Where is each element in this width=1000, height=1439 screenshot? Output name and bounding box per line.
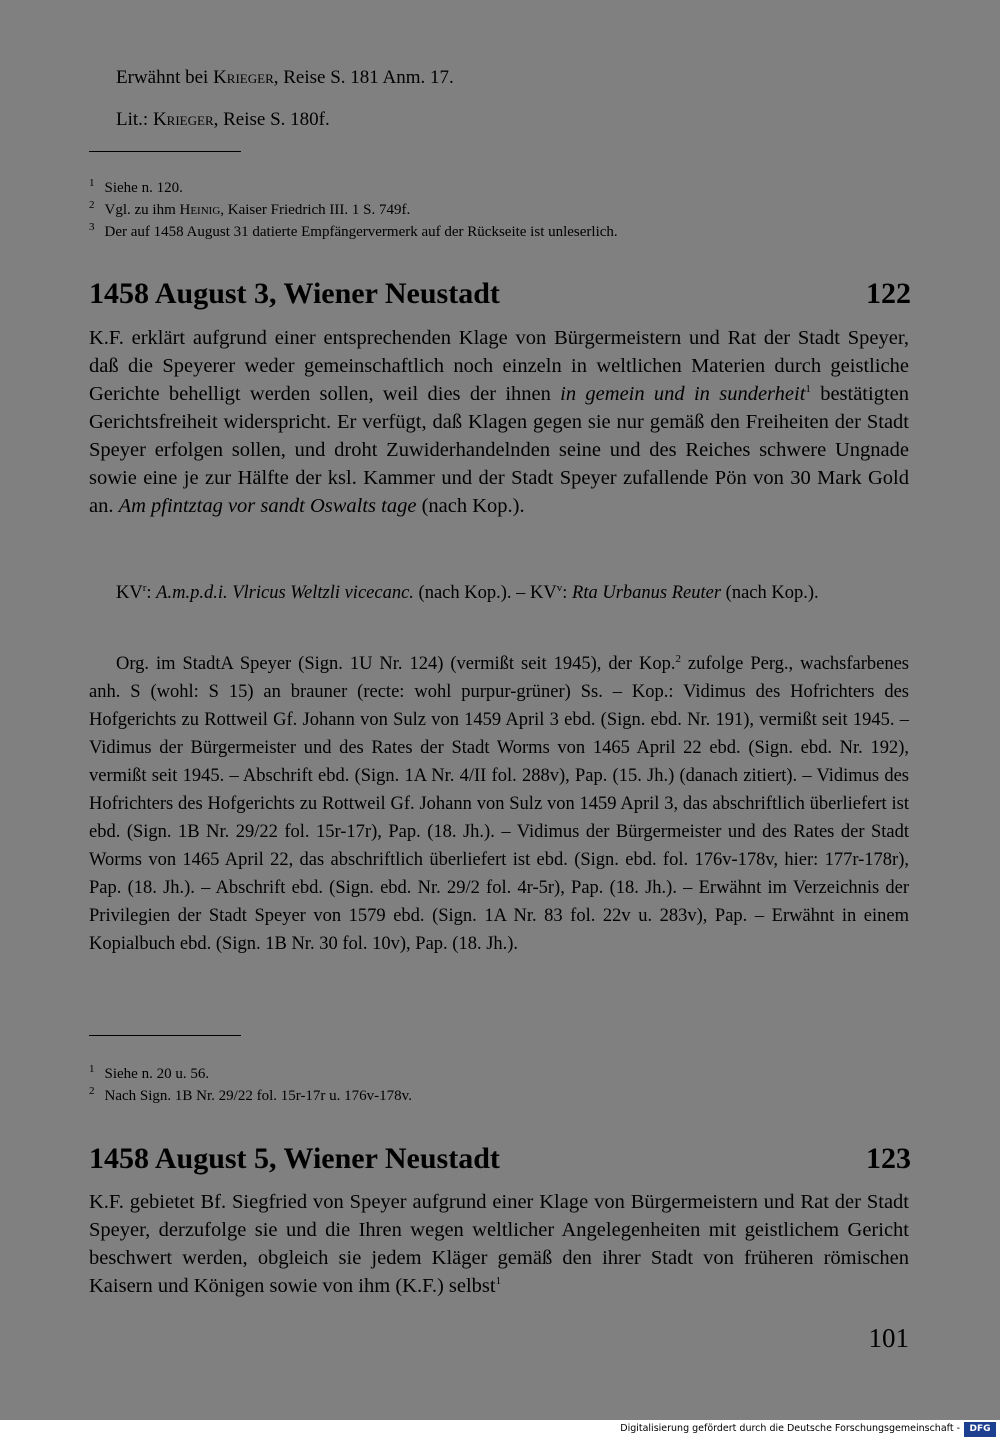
footnote-separator [89,151,241,152]
mention-line: Erwähnt bei Krieger, Reise S. 181 Anm. 17. [116,67,454,88]
funding-note: Digitalisierung gefördert durch die Deutsche Forschungsgemeinschaft - [620,1423,960,1434]
date-place: 1458 August 3, Wiener Neustadt [89,277,500,310]
chancery-notes: $KV^r$: A.m.p.d.i. Vlricus Weltzli vicecanc. (nach Kop.). – $KV^v$: Rta Urbanus Reuter (nach Kop.). [116,581,819,603]
dfg-logo: DFG [964,1422,996,1437]
date-place: 1458 August 5, Wiener Neustadt [89,1142,500,1175]
footnote: $^1$ Siehe n. 20 u. 56. [89,1063,210,1082]
regest-paragraph: K.F. erklärt aufgrund einer entsprechenden Klage von Bürgermeistern und Rat der Stadt Speyer, daß die Speyerer weder gemeinschaftlich noch einzeln in weltlichen Materien durch geistliche Gerichte behelligt werden sollen, weil dies der ihnen in gemein und in sunderheit$^1$ bestätigten Gerichtsfreiheit widerspricht. Er verfügt, daß Klagen gegen sie nur gemäß den Freiheiten der Stadt Speyer erfolgen sollen, und droht Zuwiderhandelnden seine und des Reiches schwere Ungnade sowie eine je zur Hälfte der ksl. Kammer und der Stadt Speyer zufallende Pön von 30 Mark Gold an. Am pfintztag vor sandt Oswalts tage (nach Kop.). [89,327,909,517]
document-heading [89,1141,911,1177]
footnote: $^2$ Vgl. zu ihm Heinig, Kaiser Friedrich III. 1 S. 749f. [89,199,411,218]
funding-footer [0,1420,1000,1439]
footnote-separator [89,1035,241,1036]
tradition-paragraph: Org. im StadtA Speyer (Sign. 1U Nr. 124) (vermißt seit 1945), der Kop.$^2$ zufolge Perg., wachsfarbenes anh. S (wohl: S 15) an brauner (recte: wohl purpur-grüner) Ss. – Kop.: Vidimus des Hofrichters des Hofgerichts zu Rottweil Gf. Johann von Sulz von 1459 April 3 ebd. (Sign. ebd. Nr. 191), vermißt seit 1945. – Vidimus der Bürgermeister und des Rates der Stadt Worms von 1465 April 22 ebd. (Sign. ebd. Nr. 192), vermißt seit 1945. – Abschrift ebd. (Sign. 1A Nr. 4/II fol. 288v), Pap. (15. Jh.) (danach zitiert). – Vidimus des Hofrichters des Hofgerichts zu Rottweil Gf. Johann von Sulz von 1459 April 3, das abschriftlich überliefert ist ebd. (Sign. 1B Nr. 29/22 fol. 15r-17r), Pap. (18. Jh.). – Vidimus der Bürgermeister und des Rates der Stadt Worms von 1465 April 22, das abschriftlich überliefert ist ebd. (Sign. ebd. fol. 176v-178v, hier: 177r-178r), Pap. (18. Jh.). – Abschrift ebd. (Sign. ebd. Nr. 29/2 fol. 4r-5r), Pap. (18. Jh.). – Erwähnt im Verzeichnis der Privilegien der Stadt Speyer von 1579 ebd. (Sign. 1A Nr. 83 fol. 22v u. 283v), Pap. – Erwähnt in einem Kopialbuch ebd. (Sign. 1B Nr. 30 fol. 10v), Pap. (18. Jh.). [89,652,910,954]
document-number: 123 [866,1142,911,1175]
document-heading [89,276,911,312]
document-number: 122 [866,277,911,310]
author-name: Krieger [152,109,214,130]
author-name: Krieger [213,67,274,88]
footnote: $^2$ Nach Sign. 1B Nr. 29/22 fol. 15r-17r u. 176v-178v. [89,1085,412,1104]
footnote: $^1$ Siehe n. 120. [89,177,183,196]
page-number: 101 [868,1323,909,1353]
footnote: $^3$ Der auf 1458 August 31 datierte Empfängervermerk auf der Rückseite ist unleserlich. [89,221,618,240]
literature-line: Lit.: Krieger, Reise S. 180f. [116,109,330,130]
regest-paragraph: K.F. gebietet Bf. Siegfried von Speyer aufgrund einer Klage von Bürgermeistern und Rat der Stadt Speyer, derzufolge sie und die Ihren wegen weltlicher Angelegenheiten mit geistlichem Gericht beschwert werden, obgleich sie jedem Kläger gemäß den ihrer Stadt von früheren römischen Kaisern und Königen sowie von ihm (K.F.) selbst$^1$ [89,1191,909,1297]
